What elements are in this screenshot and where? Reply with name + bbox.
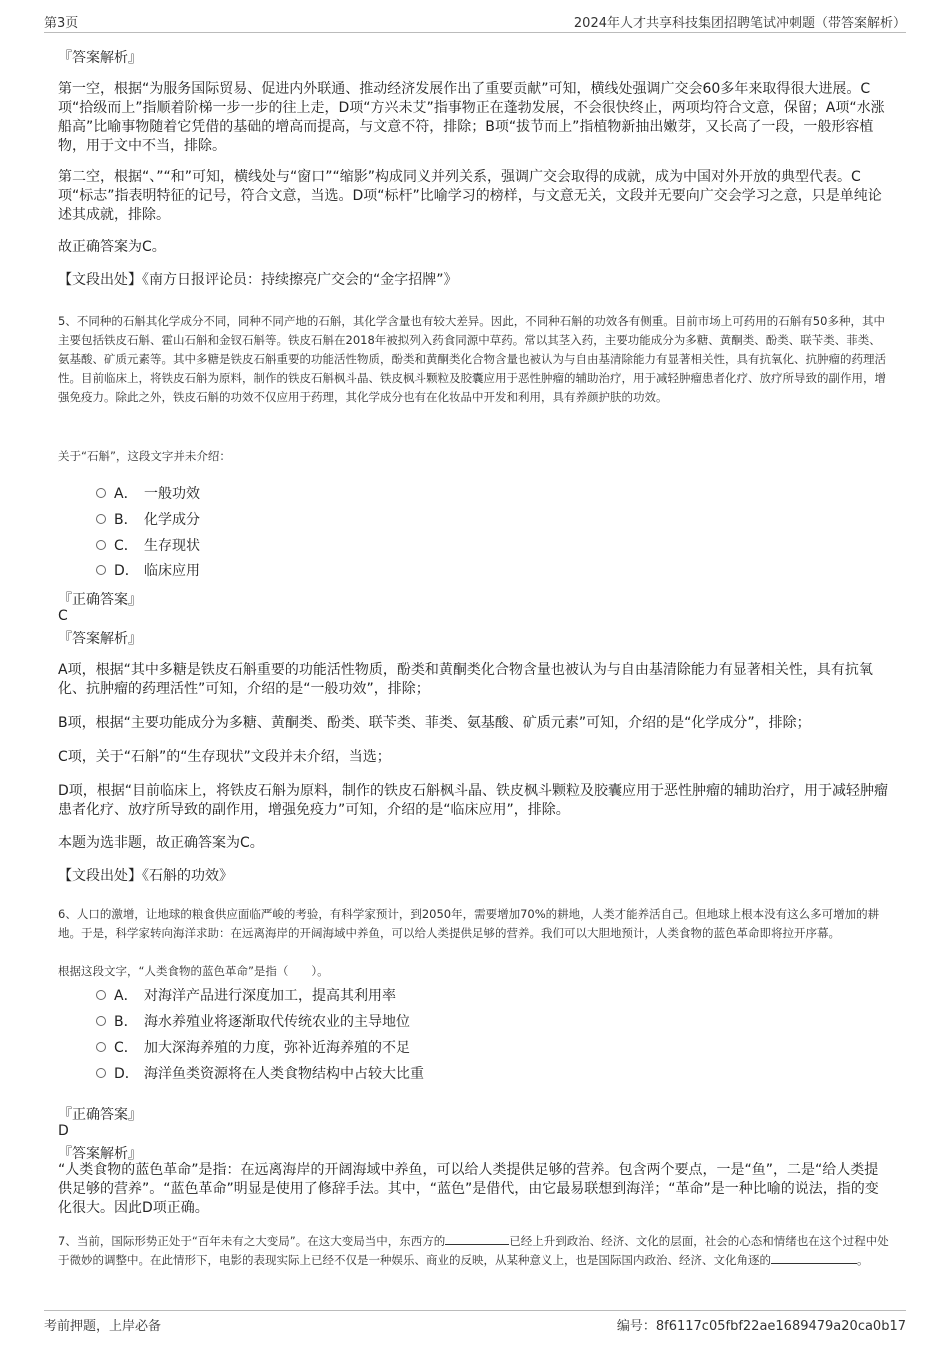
q5-analysis-c: C项，关于“石斛”的“生存现状”文段并未介绍，当选； [58, 749, 391, 765]
radio-icon[interactable] [96, 990, 106, 1000]
radio-icon[interactable] [96, 514, 106, 524]
q6-option-c[interactable]: C． 加大深海养殖的力度，弥补近海养殖的不足 [96, 1037, 410, 1057]
q5-answer: C [58, 608, 68, 624]
q5-analysis-label: 『答案解析』 [58, 631, 142, 647]
answer-blank-1[interactable] [445, 1232, 509, 1245]
document-code: 编号：8f6117c05fbf22ae1689479a20ca0b17 [616, 1319, 906, 1334]
answer-blank-2[interactable] [771, 1251, 857, 1264]
radio-icon[interactable] [96, 1016, 106, 1026]
q5-option-a[interactable]: A． 一般功效 [96, 483, 200, 503]
q4-conclusion: 故正确答案为C。 [58, 239, 166, 255]
page-header [44, 10, 906, 33]
page-number: 第3页 [44, 16, 79, 31]
q5-stem: 5、不同种的石斛其化学成分不同，同种不同产地的石斛，其化学含量也有较大差异。因此，不同种石斛的功效各有侧重。目前市场上可药用的石斛有50多种，其中主要包括铁皮石斛、霍山石斛和金钗石斛等。铁皮石斛在2018年被拟列入药食同源中草药。常以其茎入药，主要功能成分为多糖、黄酮类、酚类、联苄类、菲类、氨基酸、矿质元素等。其中多糖是铁皮石斛重要的功能活性物质，酚类和黄酮类化合物含量也被认为与自由基清除能力有显著相关性，具有抗氧化、抗肿瘤的药理活性。目前临床上，将铁皮石斛为原料，制作的铁皮石斛枫斗晶、铁皮枫斗颗粒及胶囊应用于恶性肿瘤的辅助治疗，用于减轻肿瘤患者化疗、放疗所导致的副作用，增强免疫力。除此之外，铁皮石斛的功效不仅应用于药理，其化学成分也有在化妆品中开发和利用，具有养颜护肤的功效。 [58, 314, 886, 404]
q5-analysis-d: D项，根据“目前临床上，将铁皮石斛为原料，制作的铁皮石斛枫斗晶、铁皮枫斗颗粒及胶囊应用于恶性肿瘤的辅助治疗，用于减轻肿瘤患者化疗、放疗所导致的副作用，增强免疫力”可知，介绍的是“临床应用”，排除。 [58, 783, 889, 818]
q5-option-d[interactable]: D． 临床应用 [96, 560, 200, 580]
document-title: 2024年人才共享科技集团招聘笔试冲刺题（带答案解析） [573, 16, 906, 31]
q5-analysis-a: A项，根据“其中多糖是铁皮石斛重要的功能活性物质，酚类和黄酮类化合物含量也被认为与自由基清除能力有显著相关性，具有抗氧化、抗肿瘤的药理活性”可知，介绍的是“一般功效”，排除； [58, 662, 873, 697]
q5-question: 关于“石斛”，这段文字并未介绍： [58, 449, 231, 463]
q6-answer-label: 『正确答案』 [58, 1107, 142, 1123]
q4-analysis-para1: 第一空，根据“为服务国际贸易、促进内外联通、推动经济发展作出了重要贡献”可知，横线处强调广交会60多年来取得很大进展。C项“拾级而上”指顺着阶梯一步一步的往上走，D项“方兴未艾”指事物正在蓬勃发展，不会很快终止，两项均符合文意，保留；A项“水涨船高”比喻事物随着它凭借的基础的增高而提高，与文意不符，排除；B项“拔节而上”指植物新抽出嫩芽，又长高了一段，一般形容植物，用于文中不当，排除。 [58, 81, 885, 154]
q5-conclusion: 本题为选非题，故正确答案为C。 [58, 835, 264, 851]
q4-analysis-label: 『答案解析』 [58, 50, 142, 66]
q6-answer: D [58, 1123, 69, 1139]
radio-icon[interactable] [96, 1042, 106, 1052]
radio-icon[interactable] [96, 565, 106, 575]
page-footer [44, 1310, 906, 1335]
q5-source: 【文段出处】《石斛的功效》 [58, 868, 233, 884]
q6-option-d[interactable]: D． 海洋鱼类资源将在人类食物结构中占较大比重 [96, 1063, 424, 1083]
q6-analysis-label: 『答案解析』 [58, 1146, 142, 1162]
q5-option-b[interactable]: B． 化学成分 [96, 509, 200, 529]
q6-question: 根据这段文字，“人类食物的蓝色革命”是指（ ）。 [58, 964, 329, 978]
q6-analysis: “人类食物的蓝色革命”是指：在远离海岸的开阔海域中养鱼，可以给人类提供足够的营养。包含两个要点，一是“鱼”，二是“给人类提供足够的营养”。“蓝色革命”明显是使用了修辞手法。其中，“蓝色”是借代，由它最易联想到海洋；“革命”是一种比喻的说法，指的变化很大。因此D项正确。 [58, 1162, 879, 1216]
q6-option-a[interactable]: A． 对海洋产品进行深度加工，提高其利用率 [96, 985, 396, 1005]
q5-option-c[interactable]: C． 生存现状 [96, 535, 200, 555]
q4-analysis-para2: 第二空，根据“、”“和”可知，横线处与“窗口”“缩影”构成同义并列关系，强调广交会取得的成就，成为中国对外开放的典型代表。C项“标志”指表明特征的记号，符合文意，当选。D项“标杆”比喻学习的榜样，与文意无关，文段并无要向广交会学习之意，只是单纯论述其成就，排除。 [58, 169, 882, 223]
radio-icon[interactable] [96, 540, 106, 550]
q6-option-b[interactable]: B． 海水养殖业将逐渐取代传统农业的主导地位 [96, 1011, 410, 1031]
footer-slogan: 考前押题，上岸必备 [44, 1319, 162, 1334]
q4-source: 【文段出处】《南方日报评论员：持续擦亮广交会的“金字招牌”》 [58, 272, 458, 288]
q5-answer-label: 『正确答案』 [58, 592, 142, 608]
q6-stem: 6、人口的激增，让地球的粮食供应面临严峻的考验，有科学家预计，到2050年，需要增加70%的耕地，人类才能养活自己。但地球上根本没有这么多可增加的耕地。于是，科学家转向海洋求助：在远离海岸的开阔海域中养鱼，可以给人类提供足够的营养。我们可以大胆地预计，人类食物的蓝色革命即将拉开序幕。 [58, 907, 880, 940]
q5-analysis-b: B项，根据“主要功能成分为多糖、黄酮类、酚类、联苄类、菲类、氨基酸、矿质元素”可知，介绍的是“化学成分”，排除； [58, 715, 811, 731]
radio-icon[interactable] [96, 1068, 106, 1078]
radio-icon[interactable] [96, 488, 106, 498]
q7-stem: 7、当前，国际形势正处于“百年未有之大变局”。在这大变局当中，东西方的 已经上升到政治、经济、文化的层面，社会的心态和情绪也在这个过程中处于微妙的调整中。在此情形下，电影的表现实际上已经不仅是一种娱乐、商业的反映，从某种意义上，也是国际国内政治、经济、文化角逐的 。 [58, 1234, 889, 1267]
